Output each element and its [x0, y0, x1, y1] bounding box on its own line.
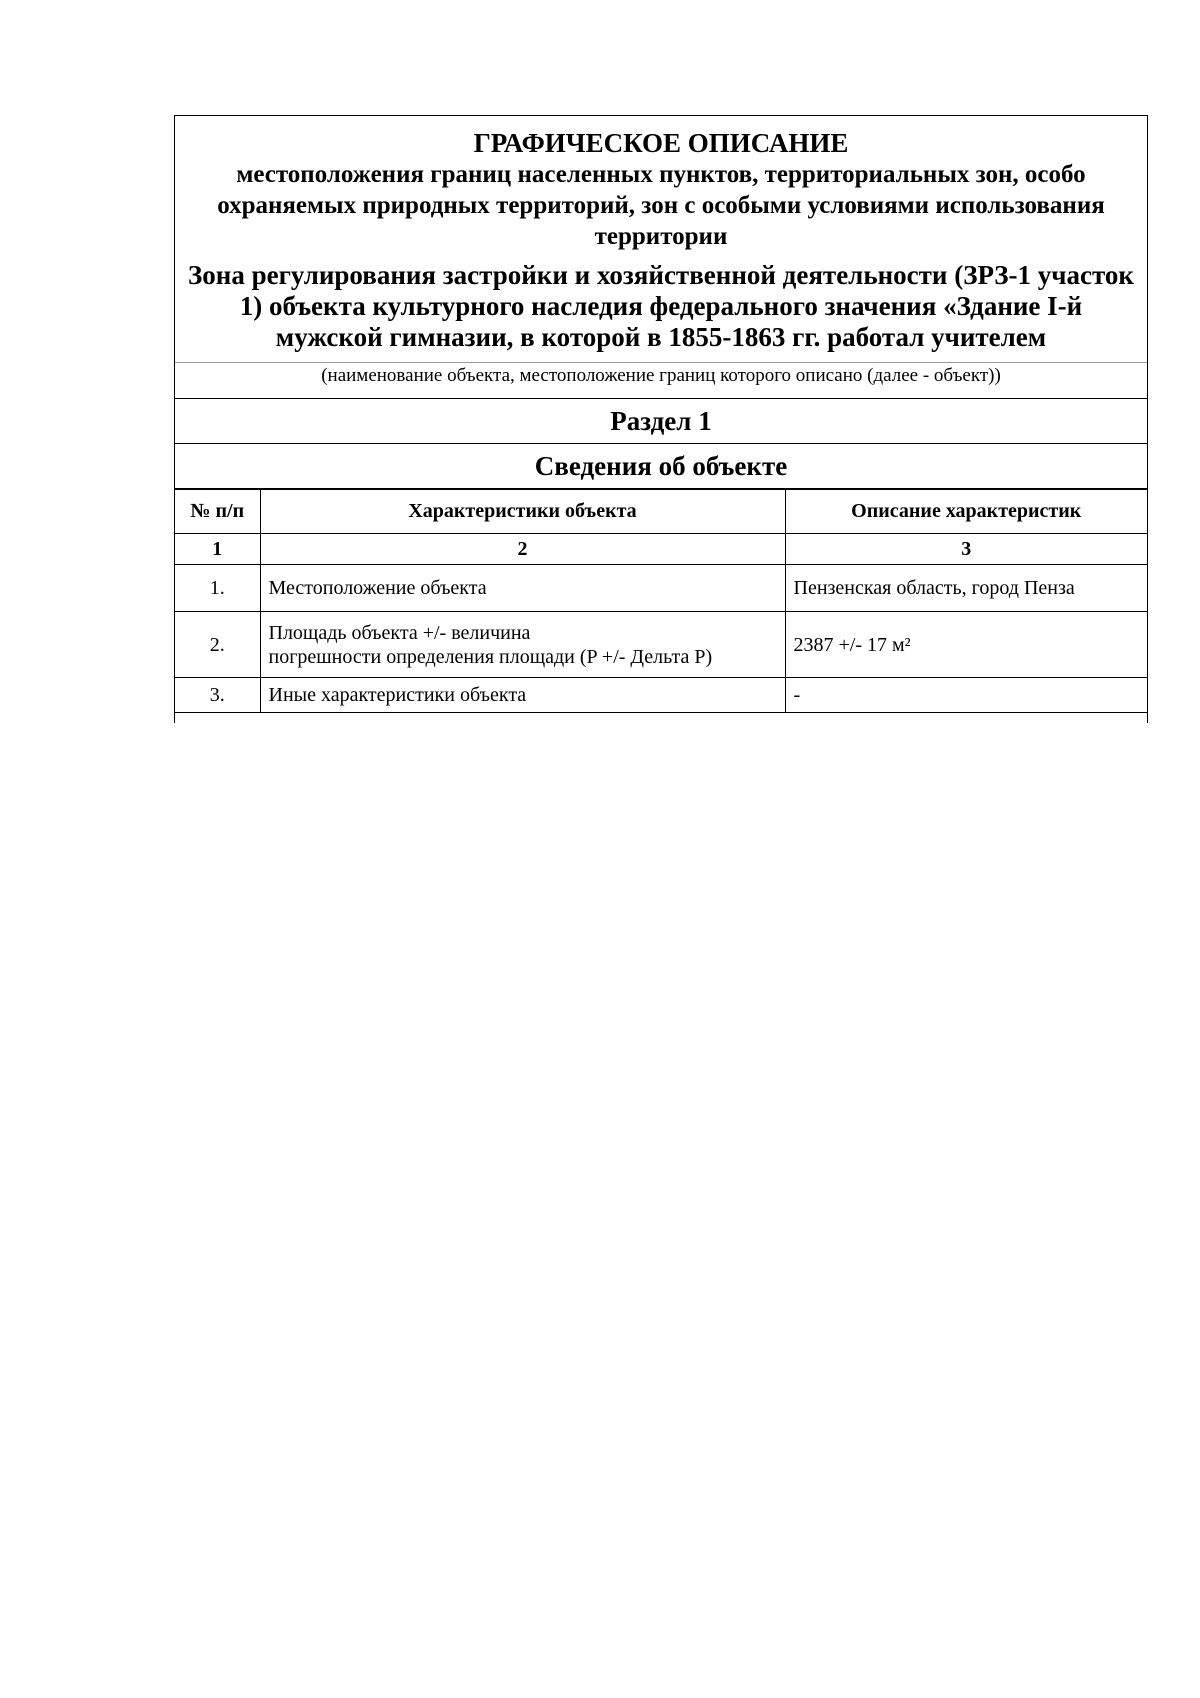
section-title: Сведения об объекте: [175, 444, 1147, 489]
table-header-row: [175, 490, 1147, 534]
table-row: [175, 678, 1147, 713]
row-characteristic: Местоположение объекта: [260, 565, 785, 612]
table-row: [175, 565, 1147, 612]
document-header: [175, 116, 1147, 362]
table-row: [175, 612, 1147, 678]
row-characteristic: Иные характеристики объекта: [260, 678, 785, 713]
object-name-caption: (наименование объекта, местоположение границ которого описано (далее - объект)): [175, 362, 1147, 399]
header-cell-number: № п/п: [175, 490, 260, 534]
row-characteristic-line2: погрешности определения площади (P +/- Дельта P): [268, 645, 713, 668]
row-description: Пензенская область, город Пенза: [785, 565, 1147, 612]
section-number: Раздел 1: [175, 399, 1147, 444]
header-cell-characteristics: Характеристики объекта: [260, 490, 785, 534]
row-description: 2387 +/- 17 м²: [785, 612, 1147, 678]
graphic-description-form: [174, 115, 1148, 723]
row-number: 1.: [175, 565, 260, 612]
row-number: 2.: [175, 612, 260, 678]
object-name: Зона регулирования застройки и хозяйственной деятельности (ЗРЗ-1 участок 1) объекта культурного наследия федерального значения «Здание I-й мужской гимназии, в которой в 1855-1863 гг. работал учителем: [188, 260, 1134, 352]
row-number: 3.: [175, 678, 260, 713]
column-number-1: 1: [175, 534, 260, 565]
column-number-3: 3: [785, 534, 1147, 565]
document-title: ГРАФИЧЕСКОЕ ОПИСАНИЕ: [473, 128, 849, 158]
table-bottom-edge: [175, 713, 1147, 723]
row-characteristic-line1: Площадь объекта +/- величина: [268, 621, 531, 644]
row-description: -: [785, 678, 1147, 713]
row-characteristic: [260, 612, 785, 678]
header-cell-description: Описание характеристик: [785, 490, 1147, 534]
document-subtitle: местоположения границ населенных пунктов, территориальных зон, особо охраняемых природных территорий, зон с особыми условиями использования территории: [217, 161, 1105, 250]
column-number-row: [175, 534, 1147, 565]
object-info-table: [175, 489, 1147, 713]
column-number-2: 2: [260, 534, 785, 565]
